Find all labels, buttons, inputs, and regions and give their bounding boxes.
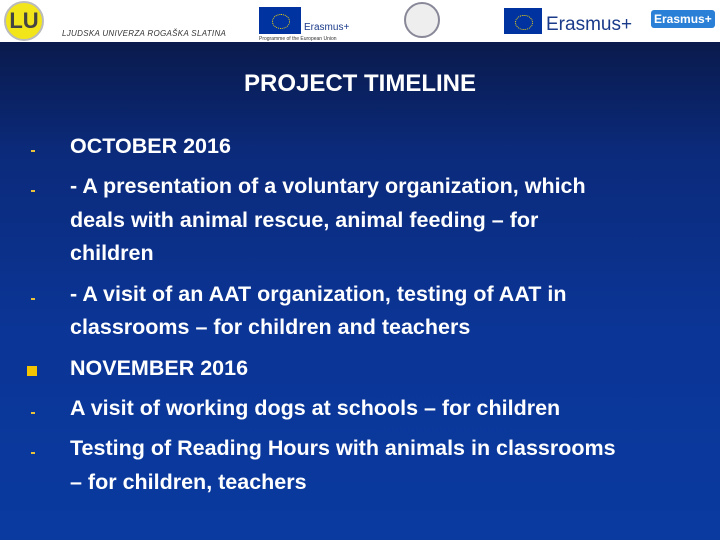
- erasmus-subtitle: Programme of the European Union: [259, 36, 337, 42]
- school-logo: [404, 2, 440, 38]
- logo-header: [0, 0, 720, 42]
- text-line: – for children, teachers: [70, 470, 307, 494]
- text-line: deals with animal rescue, animal feeding – for: [70, 208, 539, 232]
- bullet-dash: [31, 298, 35, 300]
- text-line: children: [70, 241, 154, 265]
- bullet-dash: [31, 190, 35, 192]
- bullet-dash: [31, 412, 35, 414]
- erasmus-badge: Erasmus+: [651, 10, 715, 28]
- erasmus-label-small: Erasmus+: [304, 22, 350, 33]
- eu-flag-icon: [259, 7, 301, 34]
- text-line: classrooms – for children and teachers: [70, 315, 471, 339]
- slide-title: PROJECT TIMELINE: [243, 70, 477, 97]
- bullet-dash: [31, 452, 35, 454]
- bullet-dash: [31, 150, 35, 152]
- org-name: LJUDSKA UNIVERZA ROGAŠKA SLATINA: [62, 29, 227, 38]
- text-line: - A visit of an AAT organization, testing of AAT in: [70, 282, 567, 306]
- text-line: - A presentation of a voluntary organization, which: [70, 174, 586, 198]
- text-line: Testing of Reading Hours with animals in classrooms: [70, 436, 616, 460]
- bullet-square: [27, 366, 37, 376]
- lu-logo: LU: [4, 1, 44, 41]
- text-line: OCTOBER 2016: [70, 134, 231, 158]
- text-line: NOVEMBER 2016: [70, 356, 249, 380]
- text-line: A visit of working dogs at schools – for children: [70, 396, 561, 420]
- erasmus-label-large: Erasmus+: [546, 14, 633, 35]
- eu-flag-icon: [504, 8, 542, 34]
